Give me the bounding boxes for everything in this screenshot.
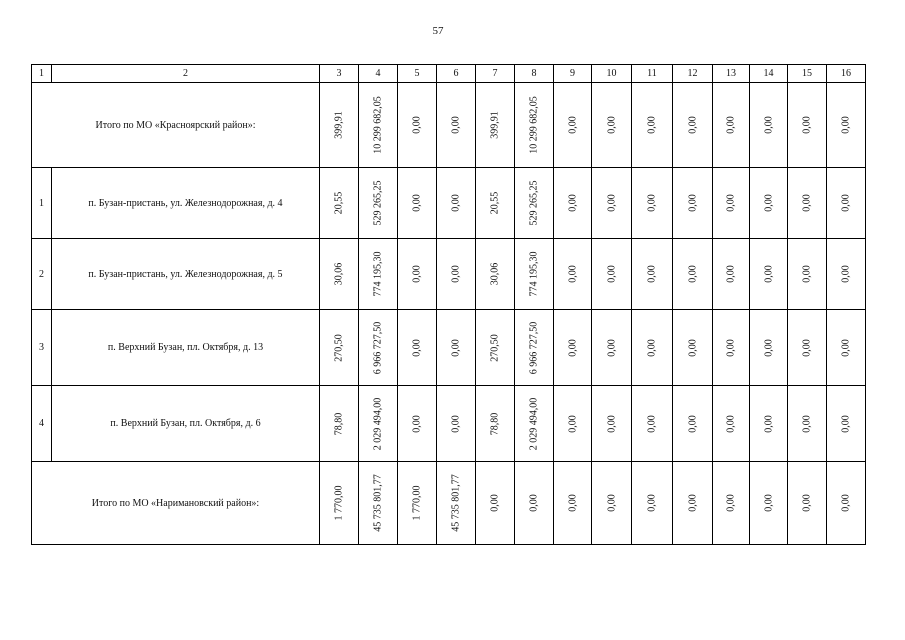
value-cell: 0,00: [713, 310, 750, 386]
table-row: [32, 386, 866, 462]
value-cell: 0,00: [827, 310, 866, 386]
value-cell: 0,00: [788, 462, 827, 545]
table-row: [32, 310, 866, 386]
value-cell: 0,00: [673, 310, 713, 386]
value-cell: 529 265,25: [359, 168, 398, 239]
value-cell: 0,00: [788, 239, 827, 310]
value-cell: 0,00: [592, 83, 632, 168]
header-cell: 14: [750, 65, 788, 83]
header-cell: 7: [476, 65, 515, 83]
value-cell: 0,00: [788, 83, 827, 168]
value-cell: 0,00: [750, 83, 788, 168]
header-cell: 4: [359, 65, 398, 83]
value-cell: 0,00: [554, 239, 592, 310]
value-cell: 6 966 727,50: [359, 310, 398, 386]
value-cell: 30,06: [320, 239, 359, 310]
value-cell: 0,00: [398, 168, 437, 239]
value-cell: 0,00: [750, 386, 788, 462]
value-cell: 0,00: [632, 462, 673, 545]
header-cell: 1: [32, 65, 52, 83]
address-cell: п. Бузан-пристань, ул. Железнодорожная, д. 5: [52, 239, 320, 310]
value-cell: 270,50: [476, 310, 515, 386]
value-cell: 0,00: [398, 83, 437, 168]
header-cell: 5: [398, 65, 437, 83]
value-cell: 0,00: [632, 83, 673, 168]
row-number: 1: [32, 168, 52, 239]
total-label: Итого по МО «Красноярский район»:: [32, 83, 320, 168]
value-cell: 0,00: [673, 168, 713, 239]
value-cell: 399,91: [476, 83, 515, 168]
value-cell: 20,55: [476, 168, 515, 239]
address-cell: п. Верхний Бузан, пл. Октября, д. 13: [52, 310, 320, 386]
header-cell: 12: [673, 65, 713, 83]
value-cell: 0,00: [632, 239, 673, 310]
value-cell: 10 299 682,05: [515, 83, 554, 168]
address-cell: п. Бузан-пристань, ул. Железнодорожная, д. 4: [52, 168, 320, 239]
header-row: [32, 65, 866, 83]
value-cell: 0,00: [788, 168, 827, 239]
value-cell: 0,00: [437, 310, 476, 386]
value-cell: 0,00: [750, 239, 788, 310]
value-cell: 20,55: [320, 168, 359, 239]
row-number: 3: [32, 310, 52, 386]
value-cell: 0,00: [673, 239, 713, 310]
address-cell: п. Верхний Бузан, пл. Октября, д. 6: [52, 386, 320, 462]
table-row: [32, 239, 866, 310]
row-number: 2: [32, 239, 52, 310]
header-cell: 3: [320, 65, 359, 83]
value-cell: 0,00: [713, 239, 750, 310]
value-cell: 0,00: [750, 168, 788, 239]
value-cell: 0,00: [788, 310, 827, 386]
header-cell: 6: [437, 65, 476, 83]
value-cell: 0,00: [788, 386, 827, 462]
total-row: [32, 462, 866, 545]
value-cell: 0,00: [673, 386, 713, 462]
value-cell: 0,00: [554, 462, 592, 545]
total-label: Итого по МО «Наримановский район»:: [32, 462, 320, 545]
header-cell: 10: [592, 65, 632, 83]
value-cell: 0,00: [713, 386, 750, 462]
value-cell: 0,00: [750, 462, 788, 545]
value-cell: 6 966 727,50: [515, 310, 554, 386]
header-cell: 11: [632, 65, 673, 83]
value-cell: 0,00: [673, 462, 713, 545]
value-cell: 1 770,00: [320, 462, 359, 545]
page-number: 57: [432, 25, 444, 37]
value-cell: 0,00: [592, 168, 632, 239]
header-cell: 8: [515, 65, 554, 83]
header-cell: 16: [827, 65, 866, 83]
value-cell: 78,80: [476, 386, 515, 462]
value-cell: 0,00: [398, 386, 437, 462]
value-cell: 0,00: [632, 386, 673, 462]
value-cell: 45 735 801,77: [359, 462, 398, 545]
value-cell: 0,00: [632, 168, 673, 239]
value-cell: 0,00: [750, 310, 788, 386]
value-cell: 78,80: [320, 386, 359, 462]
value-cell: 0,00: [592, 239, 632, 310]
value-cell: 0,00: [554, 310, 592, 386]
value-cell: 0,00: [515, 462, 554, 545]
value-cell: 774 195,30: [515, 239, 554, 310]
value-cell: 30,06: [476, 239, 515, 310]
value-cell: 0,00: [554, 83, 592, 168]
table-row: [32, 168, 866, 239]
data-table: [31, 64, 866, 545]
value-cell: 0,00: [592, 462, 632, 545]
header-cell: 9: [554, 65, 592, 83]
value-cell: 0,00: [673, 83, 713, 168]
value-cell: 0,00: [554, 386, 592, 462]
value-cell: 0,00: [632, 310, 673, 386]
value-cell: 0,00: [827, 239, 866, 310]
value-cell: 0,00: [476, 462, 515, 545]
value-cell: 0,00: [437, 168, 476, 239]
value-cell: 399,91: [320, 83, 359, 168]
total-row: [32, 83, 866, 168]
value-cell: 0,00: [437, 83, 476, 168]
value-cell: 0,00: [437, 386, 476, 462]
value-cell: 0,00: [713, 83, 750, 168]
value-cell: 0,00: [713, 462, 750, 545]
value-cell: 2 029 494,00: [515, 386, 554, 462]
value-cell: 0,00: [827, 462, 866, 545]
value-cell: 0,00: [713, 168, 750, 239]
header-cell: 2: [52, 65, 320, 83]
value-cell: 0,00: [398, 310, 437, 386]
value-cell: 0,00: [592, 386, 632, 462]
value-cell: 0,00: [827, 386, 866, 462]
value-cell: 774 195,30: [359, 239, 398, 310]
value-cell: 0,00: [398, 239, 437, 310]
value-cell: 1 770,00: [398, 462, 437, 545]
header-cell: 13: [713, 65, 750, 83]
value-cell: 0,00: [827, 168, 866, 239]
value-cell: 45 735 801,77: [437, 462, 476, 545]
value-cell: 0,00: [592, 310, 632, 386]
value-cell: 0,00: [554, 168, 592, 239]
value-cell: 0,00: [827, 83, 866, 168]
value-cell: 0,00: [437, 239, 476, 310]
row-number: 4: [32, 386, 52, 462]
value-cell: 529 265,25: [515, 168, 554, 239]
value-cell: 270,50: [320, 310, 359, 386]
header-cell: 15: [788, 65, 827, 83]
value-cell: 10 299 682,05: [359, 83, 398, 168]
value-cell: 2 029 494,00: [359, 386, 398, 462]
